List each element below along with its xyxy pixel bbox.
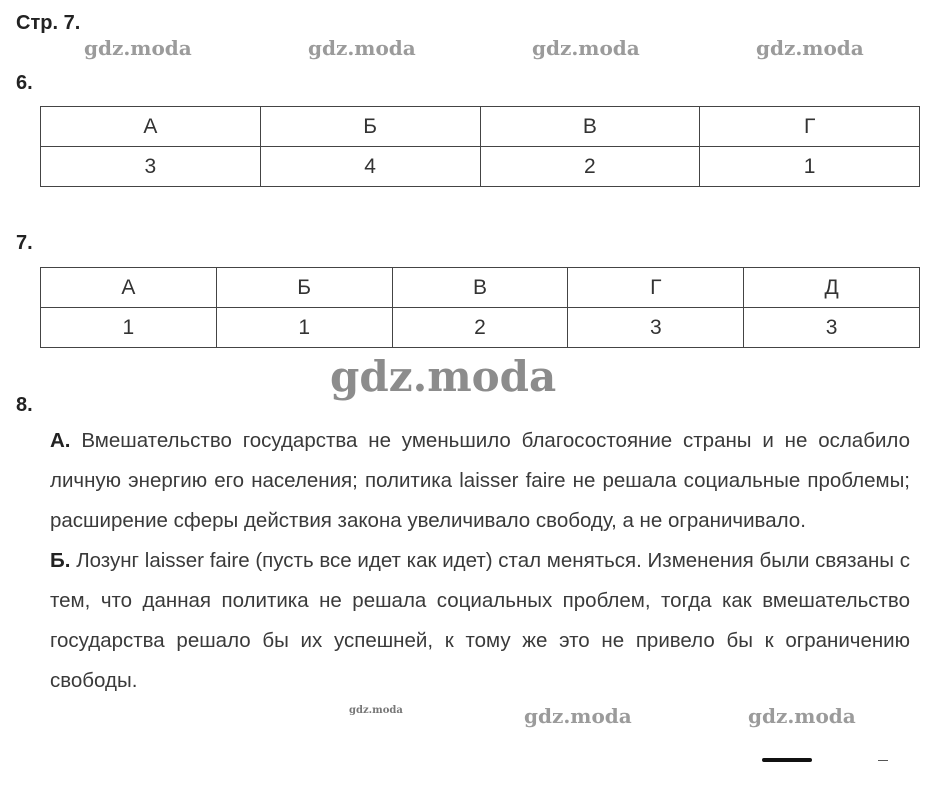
- answer-b-text: Лозунг laisser faire (пусть все идет как идет) стал меняться. Изменения были связаны с тем, что данная политика не решала социальных проблем, тогда как вмешательство государства решало бы их успешней, к тому же это не привело бы к ограничению свободы.: [50, 549, 910, 692]
- table-cell: 1: [700, 147, 920, 187]
- decorative-mark: [762, 758, 812, 762]
- table-header-cell: А: [41, 268, 217, 308]
- table-header-cell: В: [480, 107, 700, 147]
- task-6-number: 6.: [16, 72, 33, 94]
- watermark-large: gdz.moda: [330, 352, 557, 401]
- answer-a-text: Вмешательство государства не уменьшило благосостояние страны и не ослабило личную энергию его населения; политика laisser faire не решала социальные проблемы; расширение сферы действия закона увеличивало свободу, а не ограничивало.: [50, 429, 910, 532]
- watermark: gdz.moda: [84, 36, 192, 60]
- table-cell: 1: [41, 308, 217, 348]
- table-header-cell: Г: [700, 107, 920, 147]
- table-header-cell: Г: [568, 268, 744, 308]
- answer-b-paragraph: [50, 541, 910, 701]
- answer-a-paragraph: [50, 421, 910, 541]
- watermark: gdz.moda: [308, 36, 416, 60]
- answer-b-label: Б.: [50, 549, 71, 572]
- table-cell: 3: [41, 147, 261, 187]
- table-row: [41, 147, 920, 187]
- page-header: Стр. 7.: [16, 12, 81, 34]
- table-cell: 2: [392, 308, 568, 348]
- table-header-row: [41, 268, 920, 308]
- answer-a-label: А.: [50, 429, 71, 452]
- watermark: gdz.moda: [748, 704, 856, 728]
- table-header-cell: Б: [216, 268, 392, 308]
- table-cell: 3: [568, 308, 744, 348]
- table-header-row: [41, 107, 920, 147]
- table-header-cell: Д: [744, 268, 920, 308]
- task-7-table: [40, 267, 920, 348]
- table-cell: 1: [216, 308, 392, 348]
- table-row: [41, 308, 920, 348]
- task-8-answer: [50, 421, 910, 701]
- task-6-table: [40, 106, 920, 187]
- watermark: gdz.moda: [756, 36, 864, 60]
- watermark: gdz.moda: [532, 36, 640, 60]
- task-8-number: 8.: [16, 394, 33, 416]
- table-header-cell: Б: [260, 107, 480, 147]
- watermark-small: gdz.moda: [349, 705, 403, 716]
- task-7-number: 7.: [16, 232, 33, 254]
- decorative-mark: [878, 760, 888, 761]
- table-cell: 3: [744, 308, 920, 348]
- table-header-cell: В: [392, 268, 568, 308]
- watermark: gdz.moda: [524, 704, 632, 728]
- table-cell: 2: [480, 147, 700, 187]
- table-header-cell: А: [41, 107, 261, 147]
- table-cell: 4: [260, 147, 480, 187]
